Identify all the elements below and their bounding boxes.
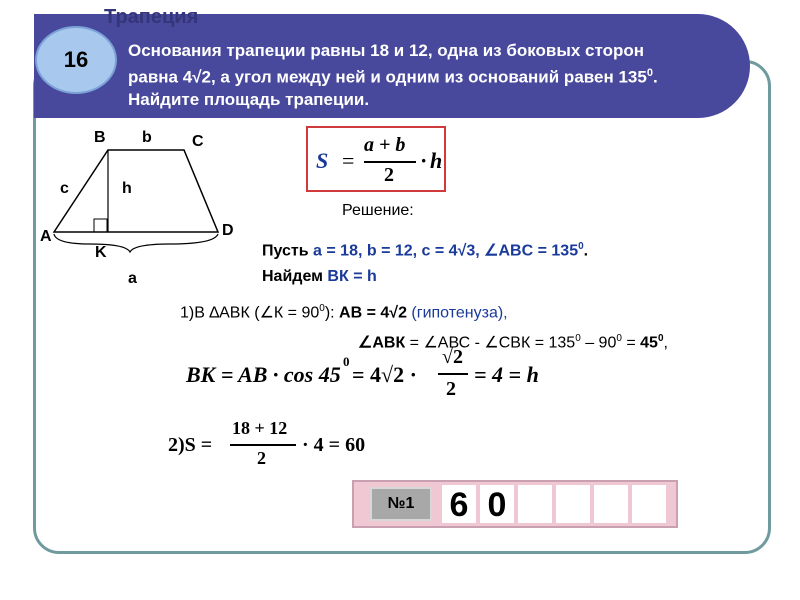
step-1-text-a: 1)В ∆АВК (∠К = 90 bbox=[180, 304, 320, 322]
bk-frac-num: √2 bbox=[442, 346, 463, 368]
problem-line-2 bbox=[128, 62, 758, 89]
formula-fraction-bar bbox=[364, 161, 416, 163]
side-label-b: b bbox=[142, 129, 152, 146]
problem-line-1: Основания трапеции равны 18 и 12, одна из боковых сторон bbox=[128, 41, 644, 60]
vertex-label-a: A bbox=[40, 228, 52, 245]
formula-denominator: 2 bbox=[384, 164, 394, 186]
answer-digit-1: 6 bbox=[449, 486, 469, 524]
trapezoid-shape bbox=[54, 150, 218, 232]
bk-lhs: BK = AB · cos 45 bbox=[186, 362, 341, 387]
step-1-note: (гипотенуза), bbox=[406, 304, 508, 322]
answer-cell-3[interactable] bbox=[518, 485, 552, 523]
angle-expr-c: = bbox=[621, 334, 641, 352]
answer-digit-2: 0 bbox=[487, 486, 507, 524]
solution-heading: Решение: bbox=[342, 202, 414, 219]
base-label-a: a bbox=[128, 270, 137, 287]
formula-dot: · bbox=[420, 148, 428, 173]
formula-s: S bbox=[316, 148, 329, 173]
step-1-hypotenuse: АВ = 4√2 bbox=[339, 304, 407, 322]
right-angle-mark bbox=[94, 219, 107, 232]
angle-expr-b: – 90 bbox=[580, 334, 617, 352]
formula-h: h bbox=[430, 148, 443, 173]
given-line bbox=[262, 234, 588, 264]
area-formula-box bbox=[306, 126, 446, 192]
area-frac-den: 2 bbox=[257, 448, 266, 468]
answer-cell-5[interactable] bbox=[594, 485, 628, 523]
find-value: ВК = h bbox=[327, 268, 377, 286]
given-values bbox=[262, 234, 588, 290]
problem-degree-sup: 0 bbox=[646, 67, 653, 79]
area-lhs: 2)S = bbox=[168, 434, 213, 456]
height-label-h: h bbox=[122, 180, 132, 197]
angle-abk: ∠АВК bbox=[358, 334, 406, 352]
answer-cell-4[interactable] bbox=[556, 485, 590, 523]
bk-frac-den: 2 bbox=[446, 378, 456, 400]
bk-mid: = 4√2 · bbox=[352, 362, 417, 387]
step-1-sup-a: 0 bbox=[319, 303, 325, 314]
area-rhs: · 4 = 60 bbox=[302, 434, 366, 456]
bk-frac-bar bbox=[438, 373, 468, 375]
problem-number: 16 bbox=[63, 47, 89, 72]
side-label-c: c bbox=[60, 180, 69, 197]
angle-end: , bbox=[663, 334, 668, 352]
vertex-label-k: K bbox=[95, 244, 107, 261]
formula-numerator: a + b bbox=[364, 134, 406, 156]
answer-cell-2[interactable] bbox=[480, 485, 514, 523]
problem-line-2-end: . bbox=[652, 67, 658, 87]
answer-label-button[interactable]: №1 bbox=[370, 487, 432, 521]
angle-sup-1: 0 bbox=[575, 333, 581, 345]
formula-equals: = bbox=[342, 148, 355, 173]
bk-degree-sup: 0 bbox=[343, 354, 350, 369]
problem-line-3: Найдите площадь трапеции. bbox=[128, 89, 370, 109]
area-frac-bar bbox=[230, 444, 296, 446]
angle-sup-3: 0 bbox=[657, 333, 664, 345]
given-end: . bbox=[583, 242, 589, 260]
step-1 bbox=[180, 296, 668, 357]
vertex-label-d: D bbox=[222, 222, 234, 239]
page-title: Трапеция bbox=[104, 6, 199, 28]
answer-cell-6[interactable] bbox=[632, 485, 666, 523]
vertex-label-b: B bbox=[94, 129, 106, 146]
step-1-line-2 bbox=[180, 326, 668, 356]
step-1-text-b: ): bbox=[324, 304, 340, 322]
step-1-line-1 bbox=[180, 296, 668, 326]
answer-bar bbox=[352, 480, 678, 528]
find-line bbox=[262, 264, 588, 290]
vertex-label-c: C bbox=[192, 133, 204, 150]
area-frac-num: 18 + 12 bbox=[232, 418, 288, 438]
given-degree-sup: 0 bbox=[578, 241, 584, 252]
problem-number-badge bbox=[35, 26, 117, 94]
bk-rhs: = 4 = h bbox=[474, 362, 539, 387]
find-prefix: Найдем bbox=[262, 268, 323, 286]
given-values-text: a = 18, b = 12, c = 4√3, ∠ABC = 135 bbox=[313, 242, 579, 260]
angle-result: 45 bbox=[640, 334, 658, 352]
given-prefix: Пусть bbox=[262, 242, 309, 260]
problem-statement bbox=[128, 40, 758, 111]
angle-expr-a: = ∠АВС - ∠СВК = 135 bbox=[405, 334, 576, 352]
answer-cell-1[interactable] bbox=[442, 485, 476, 523]
problem-line-2-text: равна 4√2, а угол между ней и одним из оснований равен 135 bbox=[128, 67, 647, 87]
angle-sup-2: 0 bbox=[616, 333, 622, 345]
base-brace bbox=[54, 234, 218, 252]
